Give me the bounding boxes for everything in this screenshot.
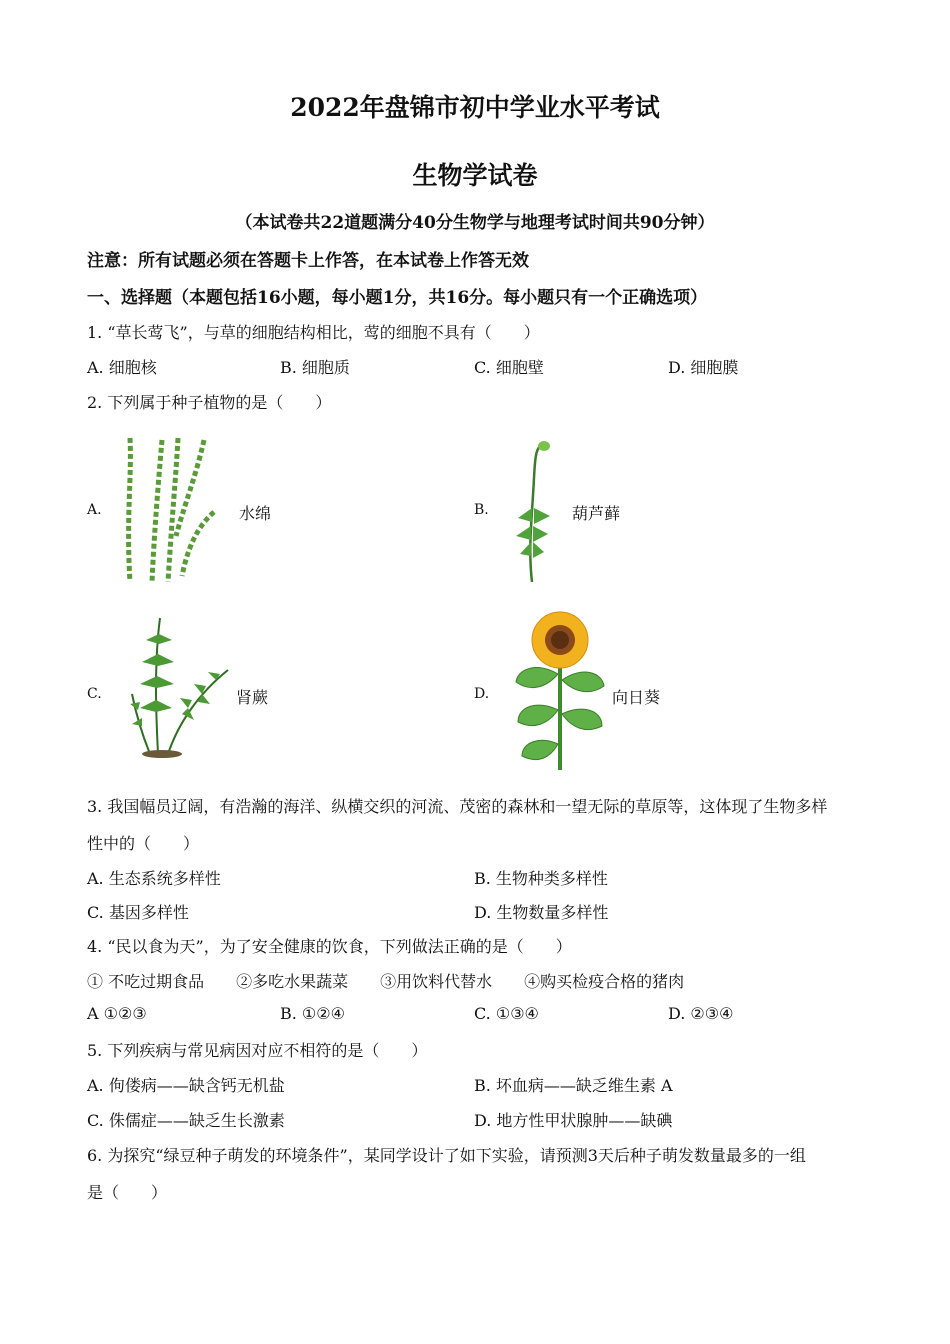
notice: 注意：所有试题必须在答题卡上作答，在本试卷上作答无效 xyxy=(87,251,529,271)
q2-option-a-name: 水绵 xyxy=(239,504,272,523)
q1-option-b: B. 细胞质 xyxy=(280,358,350,377)
q5-option-d: D. 地方性甲状腺肿——缺碘 xyxy=(474,1111,673,1130)
question-2-stem: 2. 下列属于种子植物的是（ ） xyxy=(87,393,332,412)
question-1-stem: 1. “草长莺飞”，与草的细胞结构相比，莺的细胞不具有（ ） xyxy=(87,323,540,342)
q4-option-c: C. ①③④ xyxy=(474,1004,539,1023)
q1-option-d: D. 细胞膜 xyxy=(668,358,739,377)
section-heading: 一、选择题（本题包括16小题，每小题1分，共16分。每小题只有一个正确选项） xyxy=(87,288,708,308)
moss-icon xyxy=(510,438,558,586)
spirogyra-icon xyxy=(118,436,222,584)
question-6-stem-line2: 是（ ） xyxy=(87,1183,168,1202)
q2-option-b-name: 葫芦藓 xyxy=(572,504,621,523)
exam-subtitle: 生物学试卷 xyxy=(412,161,538,190)
question-3-stem-line2: 性中的（ ） xyxy=(87,834,200,853)
q2-option-c-name: 肾蕨 xyxy=(236,688,269,707)
q3-option-b: B. 生物种类多样性 xyxy=(474,869,608,888)
q5-option-b: B. 坏血病——缺乏维生素 A xyxy=(474,1076,673,1095)
question-3-stem-line1: 3. 我国幅员辽阔，有浩瀚的海洋、纵横交织的河流、茂密的森林和一望无际的草原等，这体现了生物多样 xyxy=(87,797,828,816)
sunflower-icon xyxy=(512,610,608,774)
question-6-stem-line1: 6. 为探究“绿豆种子萌发的环境条件”，某同学设计了如下实验，请预测3天后种子萌发数量最多的一组 xyxy=(87,1146,806,1165)
q3-option-a: A. 生态系统多样性 xyxy=(87,869,221,888)
question-4-items: ① 不吃过期食品 ②多吃水果蔬菜 ③用饮料代替水 ④购买检疫合格的猪肉 xyxy=(87,972,685,991)
q2-option-a-letter: A. xyxy=(87,502,102,518)
exam-title: 2022年盘锦市初中学业水平考试 xyxy=(290,93,660,122)
q5-option-a: A. 佝偻病——缺含钙无机盐 xyxy=(87,1076,285,1095)
q1-option-c: C. 细胞壁 xyxy=(474,358,544,377)
q4-option-a: A ①②③ xyxy=(87,1004,147,1023)
q2-option-d-name: 向日葵 xyxy=(612,688,661,707)
q2-option-c-letter: C. xyxy=(87,686,102,702)
q2-option-d-letter: D. xyxy=(474,686,490,702)
question-4-stem: 4. “民以食为天”，为了安全健康的饮食，下列做法正确的是（ ） xyxy=(87,937,572,956)
q1-option-a: A. 细胞核 xyxy=(87,358,157,377)
question-5-stem: 5. 下列疾病与常见病因对应不相符的是（ ） xyxy=(87,1041,428,1060)
q3-option-d: D. 生物数量多样性 xyxy=(474,903,609,922)
q2-option-b-letter: B. xyxy=(474,502,489,518)
q5-option-c: C. 侏儒症——缺乏生长激素 xyxy=(87,1111,285,1130)
q4-option-d: D. ②③④ xyxy=(668,1004,734,1023)
exam-note: （本试卷共22道题满分40分生物学与地理考试时间共90分钟） xyxy=(235,213,715,233)
fern-icon xyxy=(128,614,232,764)
q3-option-c: C. 基因多样性 xyxy=(87,903,189,922)
q4-option-b: B. ①②④ xyxy=(280,1004,345,1023)
